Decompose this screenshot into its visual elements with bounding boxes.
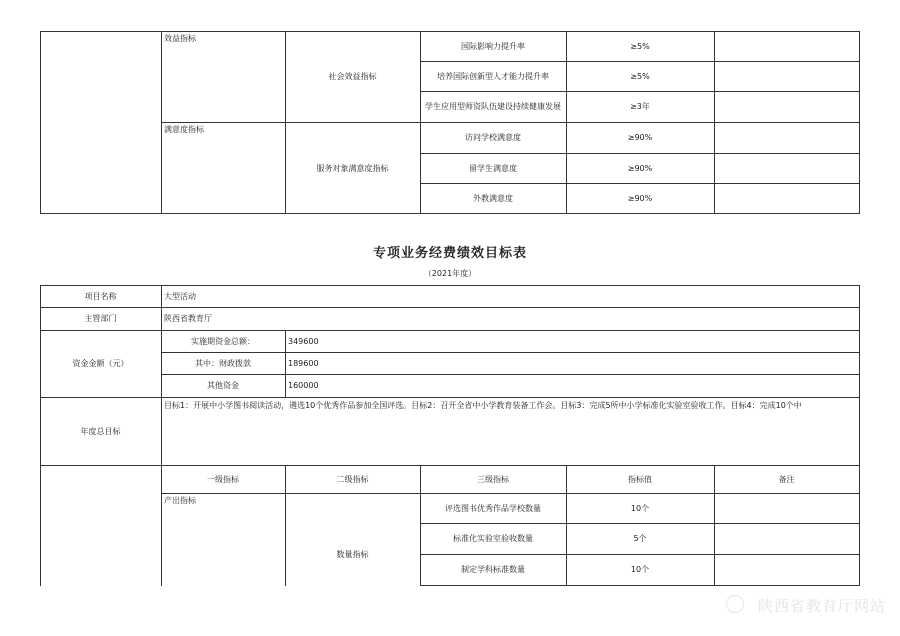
value-cell: ≥5% xyxy=(630,41,650,51)
indicator-cell: 学生应用型师资队伍建设持续健康发展 xyxy=(425,102,561,111)
header-level2: 二级指标 xyxy=(336,474,369,484)
satisfaction-indicator-label: 满意度指标 xyxy=(164,125,204,134)
other-funds: 160000 xyxy=(288,381,319,390)
header-note: 备注 xyxy=(778,474,795,484)
indicator-cell: 外教满意度 xyxy=(473,194,513,203)
watermark: 陕西省教育厅网站 xyxy=(757,597,886,615)
annual-goal-label: 年度总目标 xyxy=(80,426,121,436)
indicator-cell: 留学生满意度 xyxy=(469,163,517,173)
value-cell: 5个 xyxy=(633,534,647,543)
fiscal-funds-label: 其中：财政拨款 xyxy=(195,358,251,368)
indicator-cell: 制定学科标准数量 xyxy=(461,565,525,574)
value-cell: ≥3年 xyxy=(630,102,650,111)
efficiency-indicator-label: 效益指标 xyxy=(164,34,196,43)
value-cell: ≥90% xyxy=(627,194,653,203)
department: 陕西省教育厅 xyxy=(164,314,212,323)
value-cell: ≥90% xyxy=(627,163,653,173)
quantity-indicator-label: 数量指标 xyxy=(336,550,369,559)
indicator-cell: 国际影响力提升率 xyxy=(461,41,525,51)
indicator-cell: 评选图书优秀作品学校数量 xyxy=(445,503,541,513)
page-title: 专项业务经费绩效目标表 xyxy=(372,246,527,261)
total-funds-label: 实施期资金总额： xyxy=(191,336,255,346)
other-funds-label: 其他资金 xyxy=(207,381,239,390)
divider xyxy=(420,585,860,586)
header-value: 指标值 xyxy=(628,474,652,484)
value-cell: 10个 xyxy=(630,503,650,513)
project-name-label: 项目名称 xyxy=(84,291,117,301)
department-label: 主管部门 xyxy=(84,314,117,323)
fiscal-funds: 189600 xyxy=(288,358,319,368)
value-cell: ≥5% xyxy=(630,71,650,81)
annual-goal: 目标1：开展中小学图书阅读活动，遴选10个优秀作品参加全国评选。目标2：召开全省中小学教育装备工作会。目标3：完成5所中小学标准化实验室验收工作。目标4：完成10个中 xyxy=(164,401,802,410)
year-subtitle: （2021年度） xyxy=(423,269,477,278)
watermark-logo-icon xyxy=(726,595,744,613)
project-name: 大型活动 xyxy=(164,291,196,301)
header-level3: 三级指标 xyxy=(477,474,509,484)
social-benefit-label: 社会效益指标 xyxy=(328,72,377,81)
indicator-cell: 培养国际创新型人才能力提升率 xyxy=(437,71,549,81)
indicator-cell: 访问学校满意度 xyxy=(465,133,521,142)
header-level1: 一级指标 xyxy=(207,474,239,484)
output-indicator-label: 产出指标 xyxy=(164,496,196,505)
total-funds: 349600 xyxy=(288,336,319,346)
funds-label: 资金金额（元） xyxy=(72,359,129,368)
value-cell: 10个 xyxy=(630,565,650,574)
value-cell: ≥90% xyxy=(627,133,653,142)
indicator-cell: 标准化实验室验收数量 xyxy=(453,534,533,543)
service-satisfaction-label: 服务对象满意度指标 xyxy=(316,163,389,173)
